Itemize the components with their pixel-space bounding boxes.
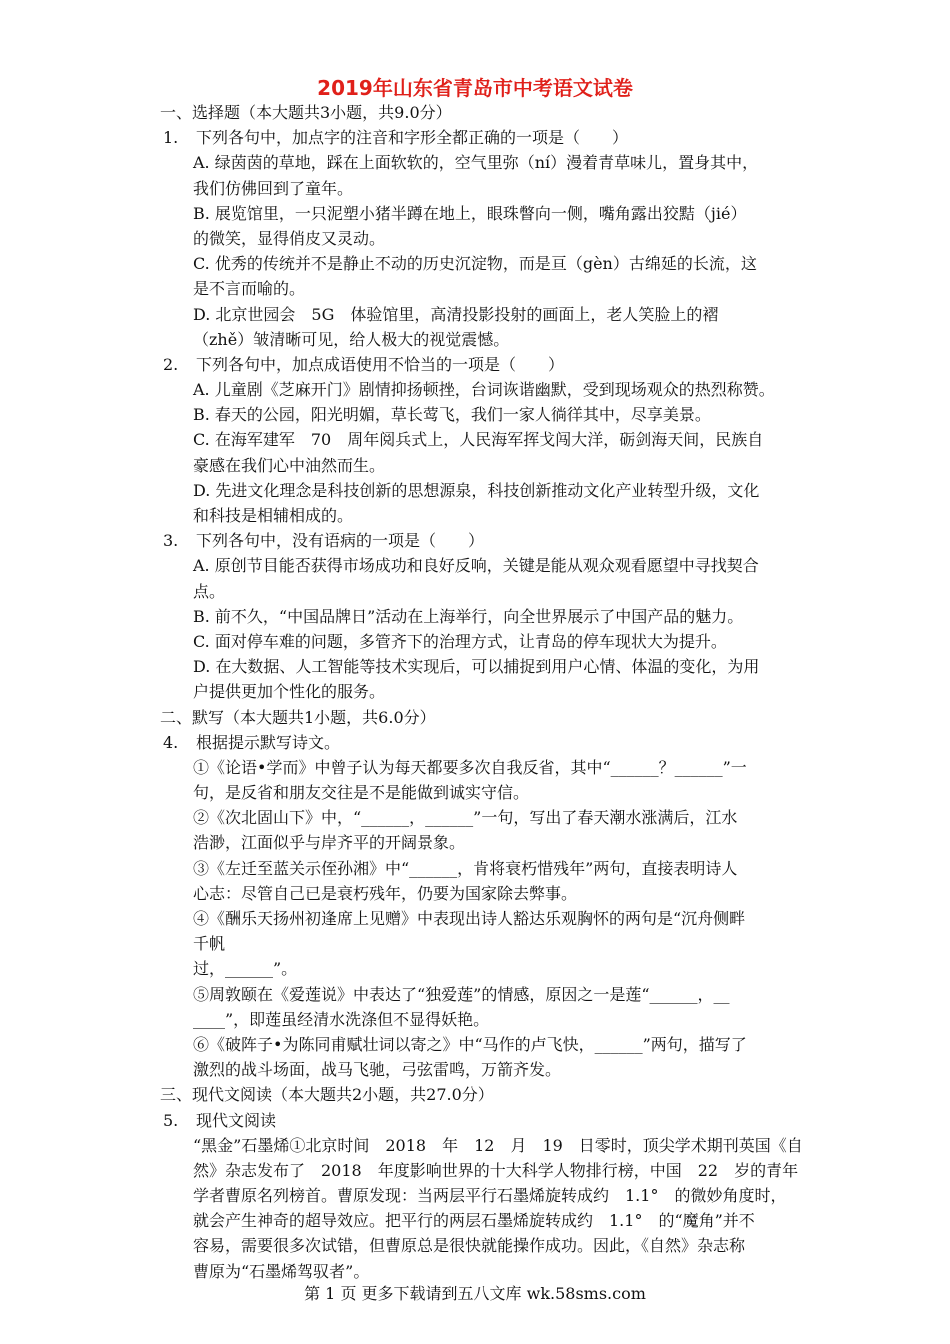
text-line bbox=[160, 629, 800, 654]
line-text: A. 儿童剧《芝麻开门》剧情抑扬顿挫，台词诙谐幽默，受到现场观众的热烈称赞。 bbox=[193, 380, 775, 400]
text-line bbox=[160, 931, 800, 956]
line-text: A. 绿茵茵的草地，踩在上面软软的，空气里弥（ní）漫着青草味儿，置身其中， bbox=[193, 153, 759, 173]
text-line bbox=[160, 780, 800, 805]
line-text: ④《酬乐天扬州初逢席上见赠》中表现出诗人豁达乐观胸怀的两句是“沉舟侧畔 bbox=[193, 909, 746, 928]
text-line bbox=[160, 604, 800, 629]
question-number: 3. bbox=[163, 531, 179, 551]
section-heading bbox=[160, 100, 800, 125]
line-text: 千帆 bbox=[193, 934, 226, 954]
text-line bbox=[160, 1158, 800, 1183]
text-line bbox=[160, 150, 800, 175]
text-line bbox=[160, 982, 800, 1007]
exam-content bbox=[160, 100, 803, 1284]
text-line bbox=[160, 654, 800, 679]
question-line bbox=[163, 352, 800, 377]
text-line bbox=[160, 755, 800, 780]
line-text: 一、选择题（本大题共3小题，共9.0分） bbox=[160, 103, 452, 122]
question-line bbox=[163, 1108, 800, 1133]
text-line bbox=[160, 906, 800, 931]
text-line bbox=[160, 226, 800, 251]
line-text: 根据提示默写诗文。 bbox=[196, 732, 341, 752]
question-number: 1. bbox=[163, 128, 179, 148]
line-text: 曹原为“石墨烯驾驭者”。 bbox=[193, 1261, 370, 1281]
line-text: 点。 bbox=[193, 581, 226, 601]
text-line bbox=[160, 1208, 800, 1233]
text-line bbox=[160, 805, 800, 830]
text-line bbox=[160, 478, 800, 503]
text-line bbox=[160, 302, 800, 327]
question-number: 5. bbox=[163, 1110, 179, 1130]
line-text: B. 展览馆里，一只泥塑小猪半蹲在地上，眼珠瞥向一侧，嘴角露出狡黠（jié） bbox=[193, 203, 747, 223]
line-text: A. 原创节目能否获得市场成功和良好反响，关键是能从观众观看愿望中寻找契合 bbox=[193, 556, 759, 576]
text-line bbox=[160, 1133, 803, 1158]
question-line bbox=[163, 528, 800, 553]
line-text: 就会产生神奇的超导效应。把平行的两层石墨烯旋转成约 1.1° 的“魔角”并不 bbox=[193, 1211, 755, 1231]
line-text: 下列各句中，没有语病的一项是（ ） bbox=[196, 531, 485, 551]
text-line bbox=[160, 1007, 800, 1032]
text-line bbox=[160, 956, 800, 981]
section-heading bbox=[160, 1082, 800, 1107]
line-text: 学者曹原名列榜首。曹原发现：当两层平行石墨烯旋转成约 1.1° 的微妙角度时， bbox=[193, 1186, 787, 1206]
line-text: B. 春天的公园，阳光明媚，草长莺飞，我们一家人徜徉其中，尽享美景。 bbox=[193, 405, 711, 425]
text-line bbox=[160, 176, 800, 201]
line-text: （zhě）皱清晰可见，给人极大的视觉震憾。 bbox=[193, 329, 510, 349]
line-text: 过，______”。 bbox=[193, 959, 298, 979]
page-title: 2019年山东省青岛市中考语文试卷 bbox=[317, 76, 633, 100]
line-text: B. 前不久，“中国品牌日”活动在上海举行，向全世界展示了中国产品的魅力。 bbox=[193, 606, 744, 626]
line-text: 然》杂志发布了 2018 年度影响世界的十大科学人物排行榜，中国 22 岁的青年 bbox=[193, 1160, 799, 1180]
text-line bbox=[160, 427, 800, 452]
line-text: 下列各句中，加点成语使用不恰当的一项是（ ） bbox=[196, 354, 565, 374]
line-text: 激烈的战斗场面，战马飞驰，弓弦雷鸣，万箭齐发。 bbox=[193, 1060, 562, 1080]
text-line bbox=[160, 679, 800, 704]
question-line bbox=[163, 730, 800, 755]
line-text: ③《左迁至蓝关示侄孙湘》中“______，肯将衰朽惜残年”两句，直接表明诗人 bbox=[193, 858, 738, 878]
line-text: 是不言而喻的。 bbox=[193, 279, 306, 299]
text-line bbox=[160, 1233, 800, 1258]
line-text: 我们仿佛回到了童年。 bbox=[193, 178, 354, 198]
text-line bbox=[160, 830, 800, 855]
line-text: 和科技是相辅相成的。 bbox=[193, 506, 354, 525]
line-text: D. 在大数据、人工智能等技术实现后，可以捕捉到用户心情、体温的变化，为用 bbox=[193, 657, 760, 677]
line-text: 三、现代文阅读（本大题共2小题，共27.0分） bbox=[160, 1085, 494, 1105]
text-line bbox=[160, 327, 800, 352]
text-line bbox=[160, 553, 800, 578]
line-text: 容易，需要很多次试错，但曹原总是很快就能操作成功。因此，《自然》杂志称 bbox=[193, 1236, 746, 1256]
line-text: 心志：尽管自己已是衰朽残年，仍要为国家除去弊事。 bbox=[193, 883, 578, 903]
line-text: ⑤周敦颐在《爱莲说》中表达了“独爱莲”的情感，原因之一是莲“______，__ bbox=[193, 984, 730, 1004]
line-text: 浩渺，江面似乎与岸齐平的开阔景象。 bbox=[193, 833, 466, 853]
line-text: 户提供更加个性化的服务。 bbox=[193, 682, 386, 702]
line-text: 句，是反省和朋友交往是不是能做到诚实守信。 bbox=[193, 783, 530, 803]
line-text: 下列各句中，加点字的注音和字形全都正确的一项是（ ） bbox=[196, 128, 629, 148]
line-text: “黑金”石墨烯①北京时间 2018 年 12 月 19 日零时，顶尖学术期刊英国《自 bbox=[193, 1135, 803, 1155]
line-text: C. 面对停车难的问题，多管齐下的治理方式，让青岛的停车现状大为提升。 bbox=[193, 631, 727, 651]
text-line bbox=[160, 579, 800, 604]
line-text: C. 在海军建军 70 周年阅兵式上，人民海军挥戈闯大洋，砺剑海天间，民族自 bbox=[193, 430, 764, 450]
text-line bbox=[160, 201, 800, 226]
question-number: 2. bbox=[163, 354, 179, 374]
text-line bbox=[160, 251, 800, 276]
text-line bbox=[160, 402, 800, 427]
line-text: C. 优秀的传统并不是静止不动的历史沉淀物，而是亘（gèn）古绵延的长流，这 bbox=[193, 254, 757, 274]
text-line bbox=[160, 377, 800, 402]
line-text: ____”，即莲虽经清水洗涤但不显得妖艳。 bbox=[193, 1009, 490, 1029]
question-number: 4. bbox=[163, 732, 179, 752]
line-text: 二、默写（本大题共1小题，共6.0分） bbox=[160, 707, 436, 727]
text-line bbox=[160, 1057, 800, 1082]
line-text: 现代文阅读 bbox=[196, 1110, 277, 1130]
line-text: ②《次北固山下》中，“______，______”一句，写出了春天潮水涨满后，江水 bbox=[193, 808, 738, 828]
line-text: D. 先进文化理念是科技创新的思想源泉，科技创新推动文化产业转型升级，文化 bbox=[193, 480, 760, 500]
line-text: ①《论语•学而》中曾子认为每天都要多次自我反省，其中“______？______”一 bbox=[193, 757, 747, 777]
text-line bbox=[160, 1183, 800, 1208]
text-line bbox=[160, 1259, 800, 1284]
line-text: 豪感在我们心中油然而生。 bbox=[193, 455, 386, 475]
section-heading bbox=[160, 705, 800, 730]
text-line bbox=[160, 856, 800, 881]
text-line bbox=[160, 276, 800, 301]
question-line bbox=[163, 125, 800, 150]
text-line bbox=[160, 881, 800, 906]
line-text: ⑥《破阵子•为陈同甫赋壮词以寄之》中“马作的卢飞快，______”两句，描写了 bbox=[193, 1034, 747, 1054]
text-line bbox=[160, 1032, 800, 1057]
text-line bbox=[160, 503, 800, 528]
line-text: 的微笑，显得俏皮又灵动。 bbox=[193, 228, 386, 248]
text-line bbox=[160, 453, 800, 478]
line-text: D. 北京世园会 5G 体验馆里，高清投影投射的画面上，老人笑脸上的褶 bbox=[193, 304, 719, 324]
page-footer: 第 1 页 更多下载请到五八文库 wk.58sms.com bbox=[304, 1284, 646, 1303]
